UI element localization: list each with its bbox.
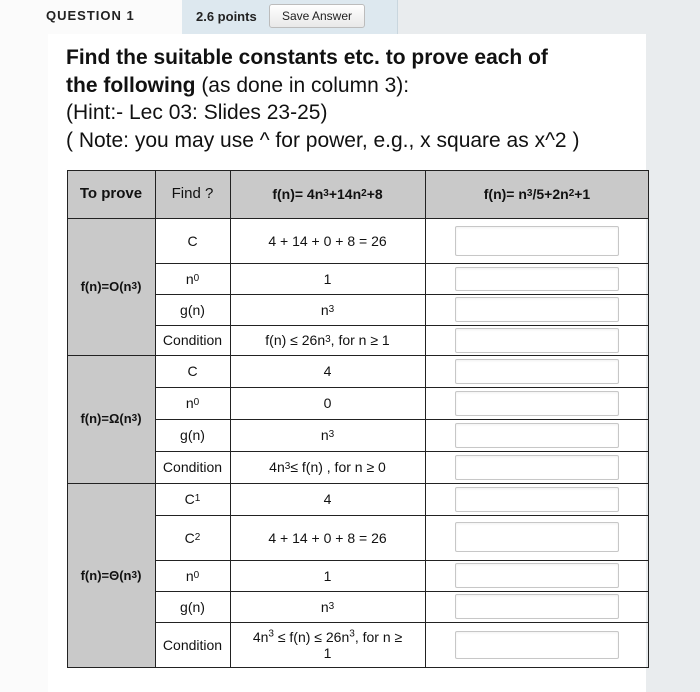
find-n0: n 0	[185, 395, 200, 411]
proof-table	[67, 170, 649, 668]
answer-field-omega-gn[interactable]	[456, 424, 618, 447]
answer-input-omega-condition[interactable]	[455, 455, 619, 480]
answer-input-bigo-n0[interactable]	[455, 267, 619, 291]
save-answer-button[interactable]: Save Answer	[269, 4, 365, 28]
question-line-2-rest: (as done in column 3):	[195, 73, 410, 97]
group-omega-label-base: f(n)=Ω(n	[80, 411, 132, 426]
value-gn: n 3	[320, 301, 335, 318]
value-c1: 4	[323, 491, 332, 507]
header-col4-end: +1	[574, 186, 591, 202]
question-note: ( Note: you may use ^ for power, e.g., x square as x^2 )	[66, 128, 580, 152]
value-n0: 0	[323, 395, 332, 411]
group-theta-label: f(n)=Θ(n 3 )	[80, 567, 142, 583]
answer-input-bigo-c[interactable]	[455, 226, 619, 256]
question-text	[66, 44, 666, 154]
question-hint: (Hint:- Lec 03: Slides 23-25)	[66, 101, 328, 124]
value-n0: 1	[323, 270, 332, 287]
find-c2: C 2	[184, 529, 201, 546]
answer-input-theta-c2[interactable]	[455, 522, 619, 552]
header-to-prove: To prove	[79, 185, 143, 202]
answer-field-theta-condition[interactable]	[456, 632, 618, 658]
value-condition-exp2: 3	[349, 628, 355, 640]
answer-field-omega-c[interactable]	[456, 360, 618, 383]
answer-field-bigo-gn[interactable]	[456, 298, 618, 321]
value-condition-b: ≤ f(n) ≤ 26n	[273, 629, 350, 645]
question-line-1: Find the suitable constants etc. to prove each of	[66, 46, 548, 69]
find-c2-base: C	[184, 529, 195, 546]
answer-field-omega-condition[interactable]	[456, 456, 618, 479]
grid-line	[155, 170, 156, 668]
value-gn: n 3	[320, 427, 335, 443]
find-c: C	[187, 363, 198, 379]
question-label: QUESTION 1	[46, 8, 135, 23]
header-col4-mid: /5+2n	[532, 186, 569, 202]
answer-field-bigo-c[interactable]	[456, 227, 618, 255]
answer-input-theta-n0[interactable]	[455, 563, 619, 588]
find-c1-base: C	[184, 491, 195, 507]
header-col3: f(n)= 4n 3 +14n 2 +8	[272, 186, 383, 202]
answer-input-theta-c1[interactable]	[455, 487, 619, 512]
answer-input-bigo-gn[interactable]	[455, 297, 619, 322]
group-omega-label: f(n)=Ω(n 3 )	[80, 411, 142, 426]
find-c: C	[187, 232, 198, 249]
group-omega-label-end: )	[137, 411, 142, 426]
value-gn-base: n	[320, 427, 329, 443]
group-big-o-label: f(n)=O(n 3 )	[80, 278, 142, 294]
answer-input-omega-gn[interactable]	[455, 423, 619, 448]
header-col3-mid: +14n	[328, 186, 362, 202]
value-c: 4	[323, 363, 332, 379]
answer-field-theta-c2[interactable]	[456, 523, 618, 551]
value-condition-a: 4n	[269, 459, 285, 475]
group-theta-label-base: f(n)=Θ(n	[80, 567, 132, 583]
answer-field-theta-c1[interactable]	[456, 488, 618, 511]
header-col4-base: f(n)= n	[483, 186, 527, 202]
answer-input-theta-condition[interactable]	[455, 631, 619, 659]
value-gn-base: n	[320, 598, 329, 615]
answer-input-omega-n0[interactable]	[455, 391, 619, 416]
grid-line	[230, 170, 231, 668]
value-condition-b: , for n ≥ 1	[330, 332, 390, 348]
value-condition-line1	[253, 629, 402, 645]
find-c1: C 1	[184, 491, 201, 507]
value-condition: 4n 3 ≤ f(n) , for n ≥ 0	[269, 459, 386, 475]
header-col4: f(n)= n 3 /5+2n 2 +1	[483, 186, 591, 202]
find-n0-base: n	[185, 270, 194, 287]
answer-field-omega-n0[interactable]	[456, 392, 618, 415]
value-condition-a: 4n	[252, 629, 269, 645]
question-line-2-bold: the following	[66, 73, 196, 97]
answer-input-bigo-condition[interactable]	[455, 328, 619, 353]
grid-line	[425, 170, 426, 668]
value-condition-c: , for n ≥	[354, 629, 403, 645]
value-c2: 4 + 14 + 0 + 8 = 26	[268, 529, 387, 546]
find-gn: g(n)	[180, 427, 205, 443]
grid-line	[648, 170, 649, 668]
answer-field-theta-gn[interactable]	[456, 595, 618, 618]
find-gn: g(n)	[180, 598, 205, 615]
value-n0: 1	[323, 567, 332, 584]
answer-field-bigo-n0[interactable]	[456, 268, 618, 290]
value-gn-base: n	[320, 301, 329, 318]
group-big-o-label-base: f(n)=O(n	[80, 278, 132, 294]
find-n0: n 0	[185, 567, 200, 584]
value-condition-a: f(n) ≤ 26n	[265, 332, 326, 348]
value-condition-exp: 3	[268, 628, 274, 640]
value-condition-line2: 1	[323, 645, 332, 661]
value-gn: n 3	[320, 598, 335, 615]
value-condition-b: ≤ f(n) , for n ≥ 0	[290, 459, 386, 475]
find-n0-base: n	[185, 395, 194, 411]
points-value: 2.6 points	[196, 9, 257, 24]
group-big-o-label-end: )	[137, 278, 142, 294]
header-find: Find ?	[171, 185, 214, 202]
find-n0-base: n	[185, 567, 194, 584]
find-condition: Condition	[162, 332, 223, 348]
answer-field-theta-n0[interactable]	[456, 564, 618, 587]
question-line-2	[66, 72, 666, 100]
answer-field-bigo-condition[interactable]	[456, 329, 618, 352]
value-condition: f(n) ≤ 26n 3 , for n ≥ 1	[265, 332, 390, 348]
grid-line	[67, 170, 68, 668]
answer-input-theta-gn[interactable]	[455, 594, 619, 619]
answer-input-omega-c[interactable]	[455, 359, 619, 384]
find-n0: n 0	[185, 270, 200, 287]
group-theta-label-end: )	[137, 567, 142, 583]
find-condition: Condition	[162, 637, 223, 653]
header-col3-end: +8	[366, 186, 383, 202]
find-gn: g(n)	[180, 301, 205, 318]
find-condition: Condition	[162, 459, 223, 475]
question-header	[0, 0, 700, 34]
value-c: 4 + 14 + 0 + 8 = 26	[268, 232, 387, 249]
value-condition	[230, 622, 425, 668]
header-col3-base: f(n)= 4n	[272, 186, 324, 202]
